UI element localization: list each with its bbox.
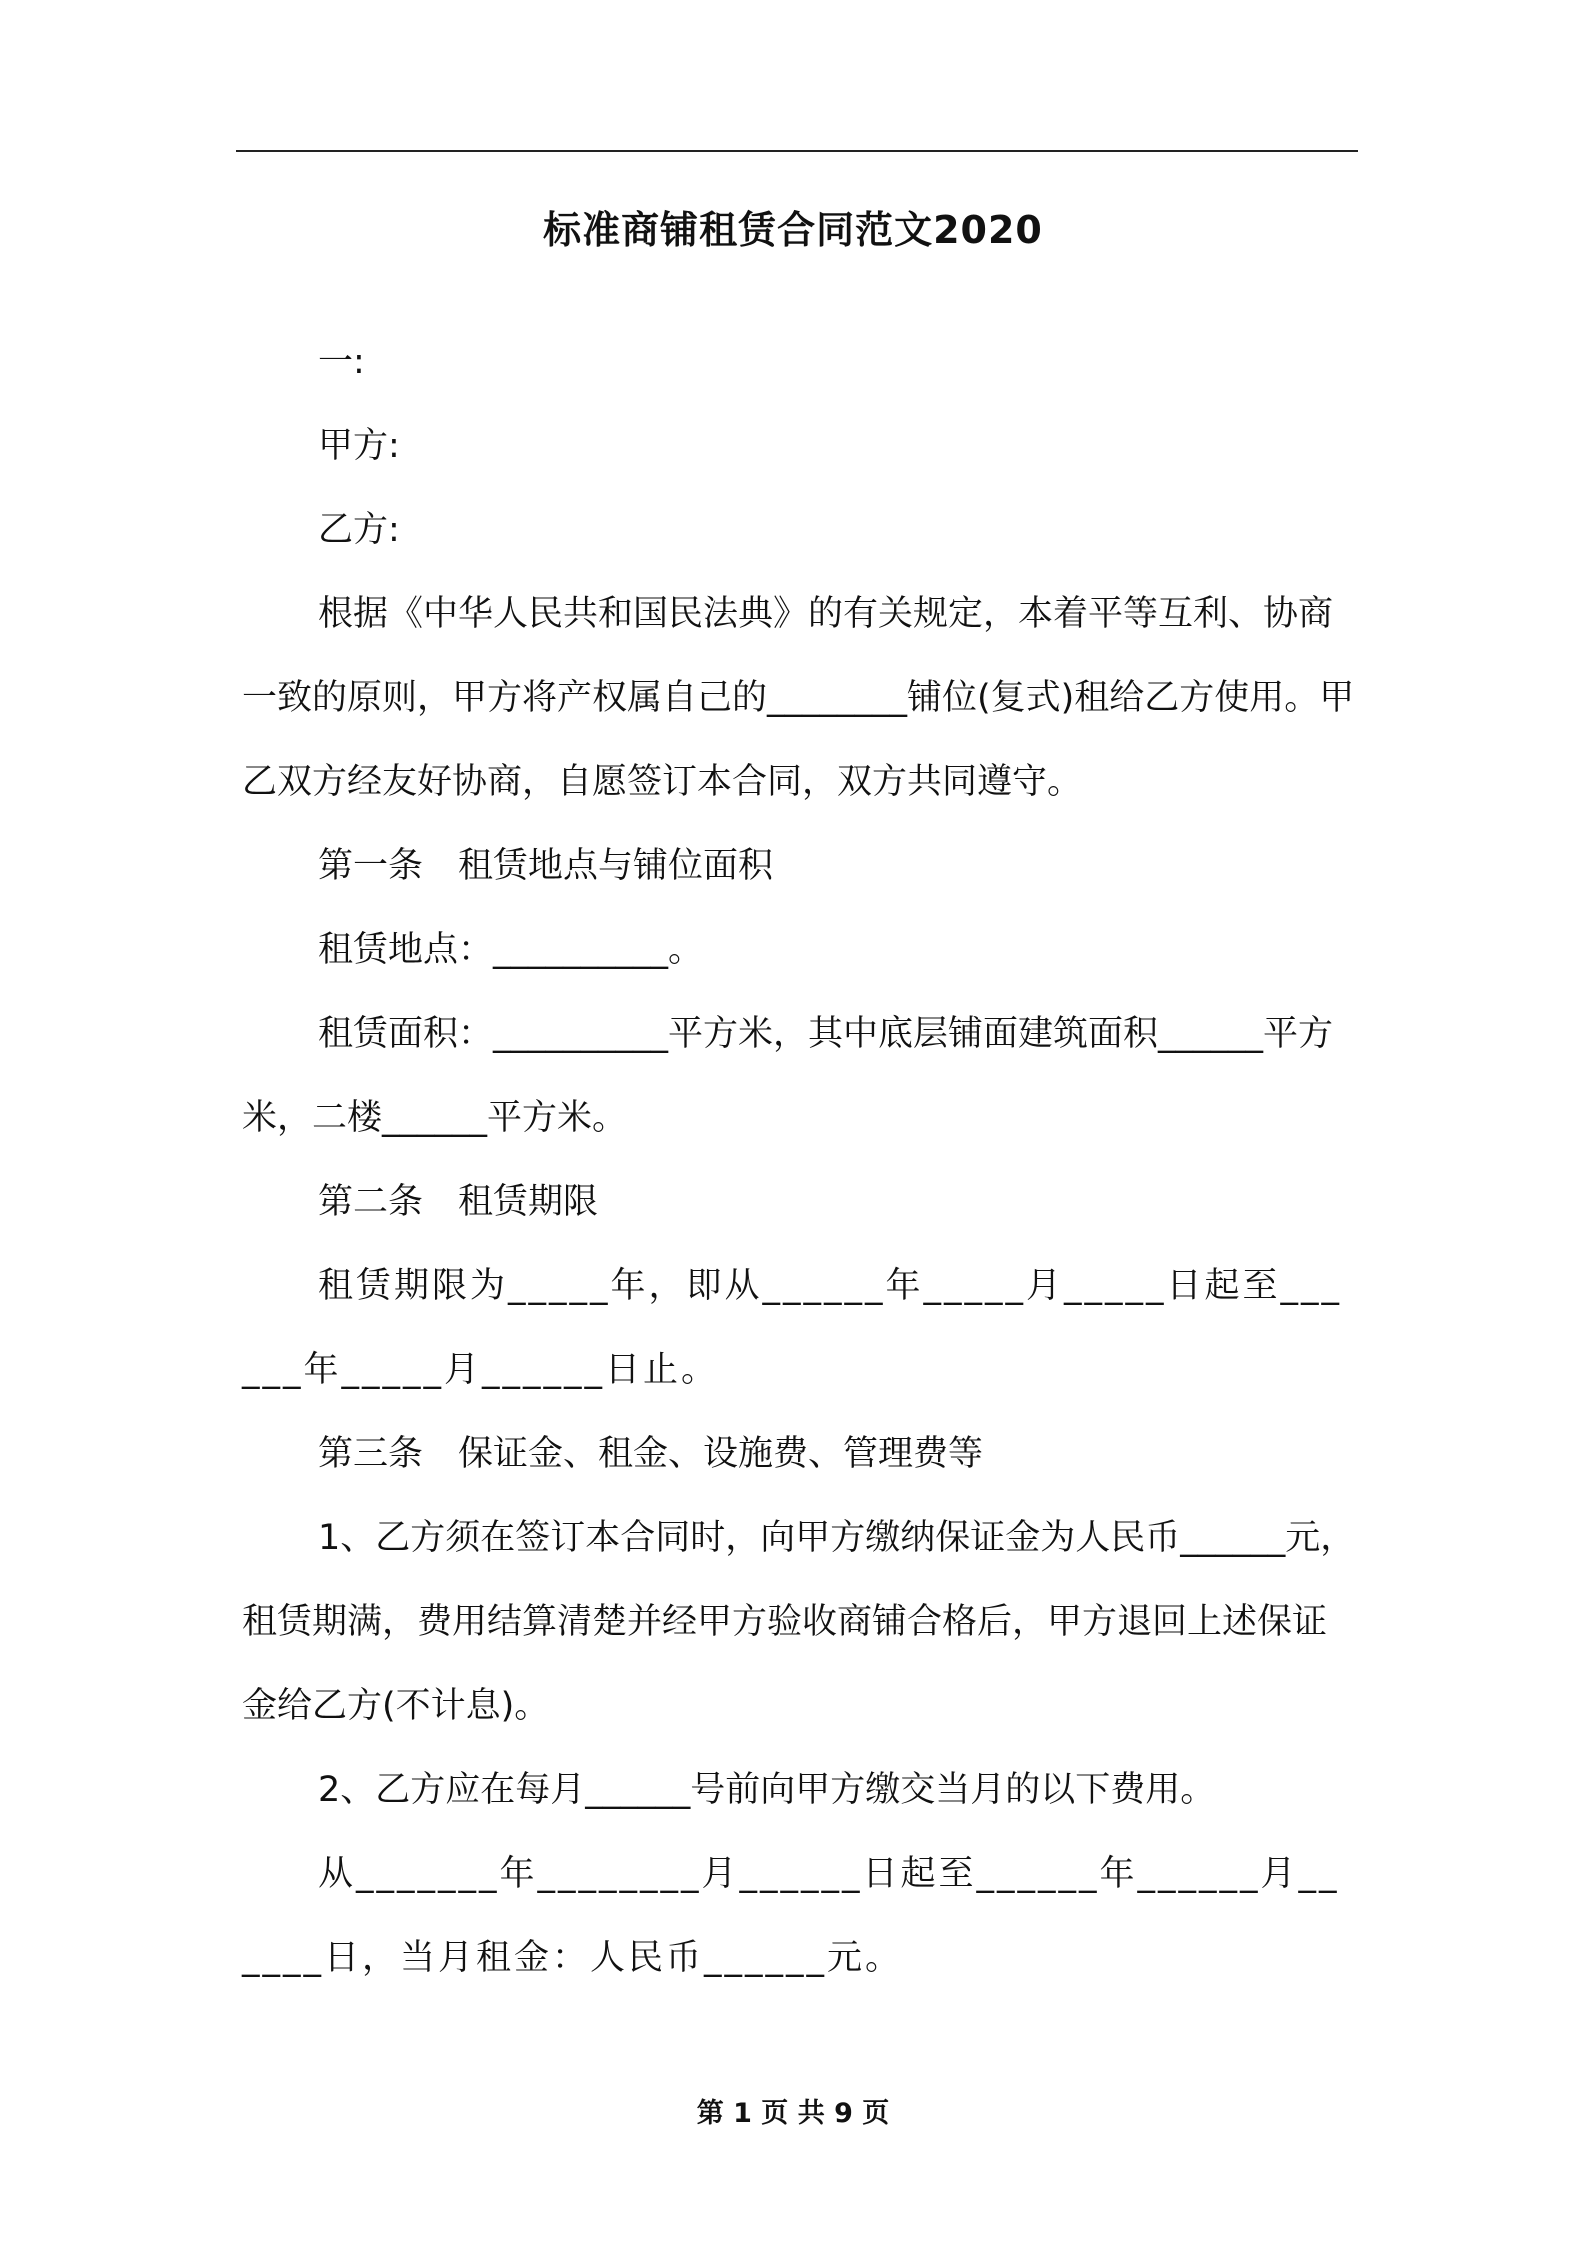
document-body xyxy=(242,320,1356,2000)
document-title: 标准商铺租赁合同范文2020 xyxy=(543,208,1043,252)
party-a-label: 甲方: xyxy=(318,426,400,466)
lease-term-paragraph: 租赁期限为_____年，即从______年_____月_____日起至______年_____月______日止。 xyxy=(242,1266,1343,1390)
article-two-heading: 第二条 租赁期限 xyxy=(318,1182,599,1222)
section-heading-one: 一: xyxy=(318,342,365,382)
header-divider xyxy=(236,150,1358,152)
article-one-heading: 第一条 租赁地点与铺位面积 xyxy=(318,846,774,886)
rent-period-paragraph: 从_______年________月______日起至______年______月______日，当月租金：人民币______元。 xyxy=(242,1854,1340,1978)
monthly-fee-clause: 2、乙方应在每月______号前向甲方缴交当月的以下费用。 xyxy=(318,1770,1216,1810)
lease-area-paragraph: 租赁面积：__________平方米，其中底层铺面建筑面积______平方米，二楼______平方米。 xyxy=(242,1014,1334,1138)
preamble-paragraph: 根据《中华人民共和国民法典》的有关规定，本着平等互利、协商一致的原则，甲方将产权属自己的________铺位(复式)租给乙方使用。甲乙双方经友好协商，自愿签订本合同，双方共同遵守。 xyxy=(242,594,1355,802)
lease-location-line: 租赁地点：__________。 xyxy=(318,930,704,970)
article-three-heading: 第三条 保证金、租金、设施费、管理费等 xyxy=(318,1434,984,1474)
party-b-label: 乙方: xyxy=(318,510,400,550)
deposit-clause: 1、乙方须在签订本合同时，向甲方缴纳保证金为人民币______元，租赁期满，费用结算清楚并经甲方验收商铺合格后，甲方退回上述保证金给乙方(不计息)。 xyxy=(242,1518,1356,1726)
page-number: 第 1 页 共 9 页 xyxy=(696,2098,890,2129)
